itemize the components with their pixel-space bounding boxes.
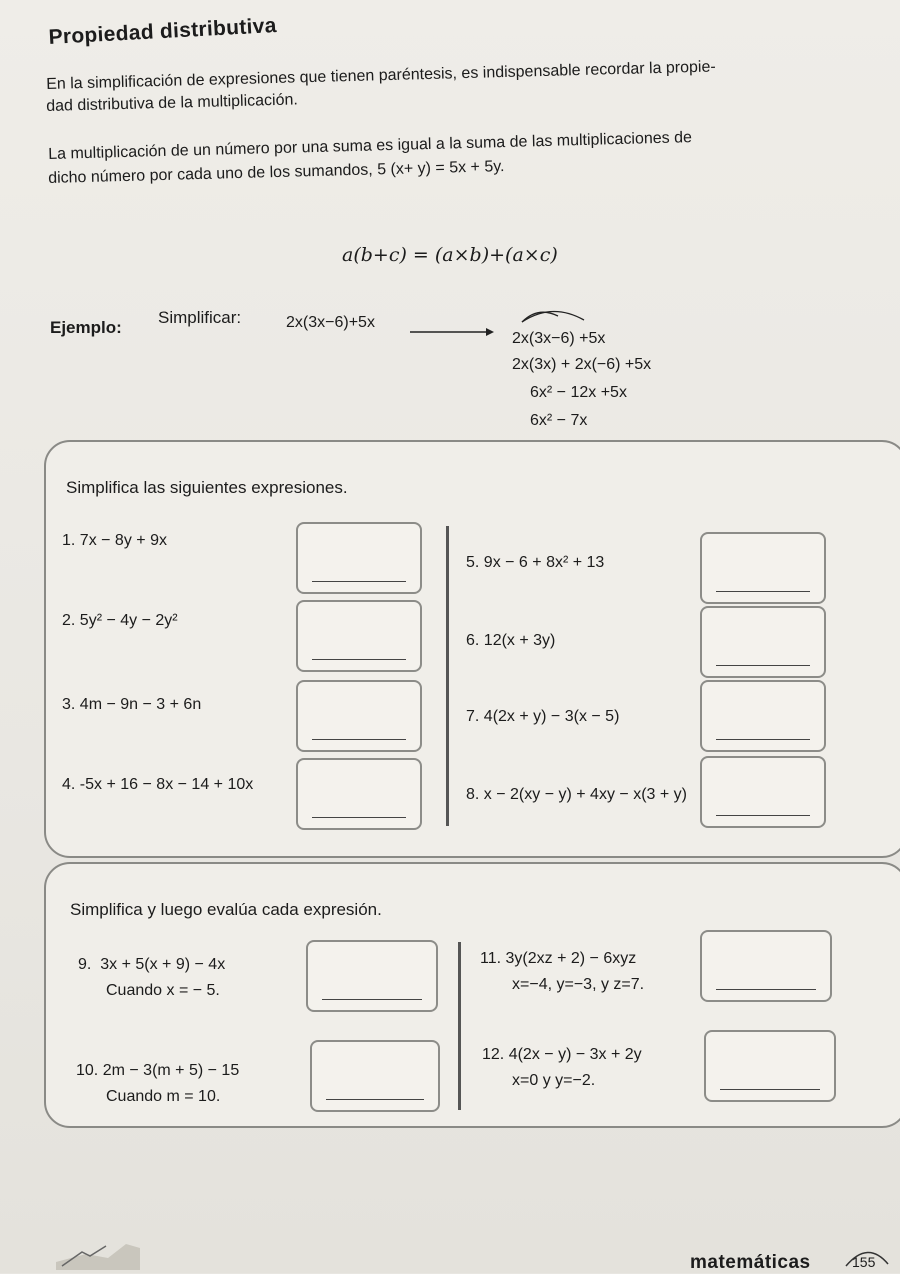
answer-box-6[interactable] <box>700 606 826 678</box>
exercise-1: 1. 7x − 8y + 9x <box>62 532 167 549</box>
intro-paragraph-2-line-2: dicho número por cada uno de los sumandos, 5 (x+ y) = 5x + 5y. <box>48 158 505 187</box>
exercise-10-condition: Cuando m = 10. <box>106 1088 221 1105</box>
arrow-right-icon <box>410 326 494 338</box>
exercise-6: 6. 12(x + 3y) <box>466 632 556 649</box>
answer-box-4[interactable] <box>296 758 422 830</box>
exercise-5: 5. 9x − 6 + 8x² + 13 <box>466 554 605 571</box>
exercise-11-condition: x=−4, y=−3, y z=7. <box>512 976 645 993</box>
exercise-11: 11. 3y(2xz + 2) − 6xyz <box>480 950 637 967</box>
exercise-9: 9. 3x + 5(x + 9) − 4x <box>78 956 226 973</box>
answer-box-8[interactable] <box>700 756 826 828</box>
answer-box-1[interactable] <box>296 522 422 594</box>
exercise-3: 3. 4m − 9n − 3 + 6n <box>62 696 202 713</box>
intro-paragraph-1-line-1: En la simplificación de expresiones que tienen paréntesis, es indispensable recordar la propie- <box>46 58 716 93</box>
answer-box-10[interactable] <box>310 1040 440 1112</box>
example-step-4: 6x² − 7x <box>530 412 588 429</box>
answer-box-3[interactable] <box>296 680 422 752</box>
example-step-1: 2x(3x−6) +5x <box>512 330 606 347</box>
section-2-title: Simplifica y luego evalúa cada expresión. <box>70 900 382 919</box>
answer-box-5[interactable] <box>700 532 826 604</box>
column-divider-2 <box>458 942 461 1110</box>
answer-box-2[interactable] <box>296 600 422 672</box>
intro-paragraph-2-line-1: La multiplicación de un número por una suma es igual a la suma de las multiplicaciones de <box>48 129 693 163</box>
example-expression: 2x(3x−6)+5x <box>286 314 375 331</box>
page-title: Propiedad distributiva <box>48 14 278 49</box>
exercise-12: 12. 4(2x − y) − 3x + 2y <box>482 1046 642 1063</box>
example-label: Ejemplo: <box>50 318 122 337</box>
answer-box-12[interactable] <box>704 1030 836 1102</box>
section-1-title: Simplifica las siguientes expresiones. <box>66 478 348 497</box>
exercise-10: 10. 2m − 3(m + 5) − 15 <box>76 1062 240 1079</box>
answer-box-9[interactable] <box>306 940 438 1012</box>
answer-box-11[interactable] <box>700 930 832 1002</box>
exercise-2: 2. 5y² − 4y − 2y² <box>62 612 178 629</box>
exercise-7: 7. 4(2x + y) − 3(x − 5) <box>466 708 620 725</box>
page-corner-arc-icon <box>842 1244 892 1268</box>
answer-box-7[interactable] <box>700 680 826 752</box>
column-divider <box>446 526 449 826</box>
exercise-8: 8. x − 2(xy − y) + 4xy − x(3 + y) <box>466 786 687 803</box>
exercise-12-condition: x=0 y y=−2. <box>512 1072 596 1089</box>
intro-paragraph-1-line-2: dad distributiva de la multiplicación. <box>46 91 299 115</box>
example-step-3: 6x² − 12x +5x <box>530 384 627 401</box>
example-step-2: 2x(3x) + 2x(−6) +5x <box>512 356 652 373</box>
example-instruction: Simplificar: <box>158 308 242 327</box>
decorative-illustration-icon <box>56 1232 140 1270</box>
distributive-rule: a(b+c) = (a×b)+(a×c) <box>342 244 558 266</box>
page-number: 155 <box>852 1254 876 1270</box>
exercise-4: 4. -5x + 16 − 8x − 14 + 10x <box>62 776 254 793</box>
exercise-9-condition: Cuando x = − 5. <box>106 982 220 999</box>
distribution-arc-icon <box>518 306 598 324</box>
footer-subject: matemáticas <box>690 1252 811 1273</box>
